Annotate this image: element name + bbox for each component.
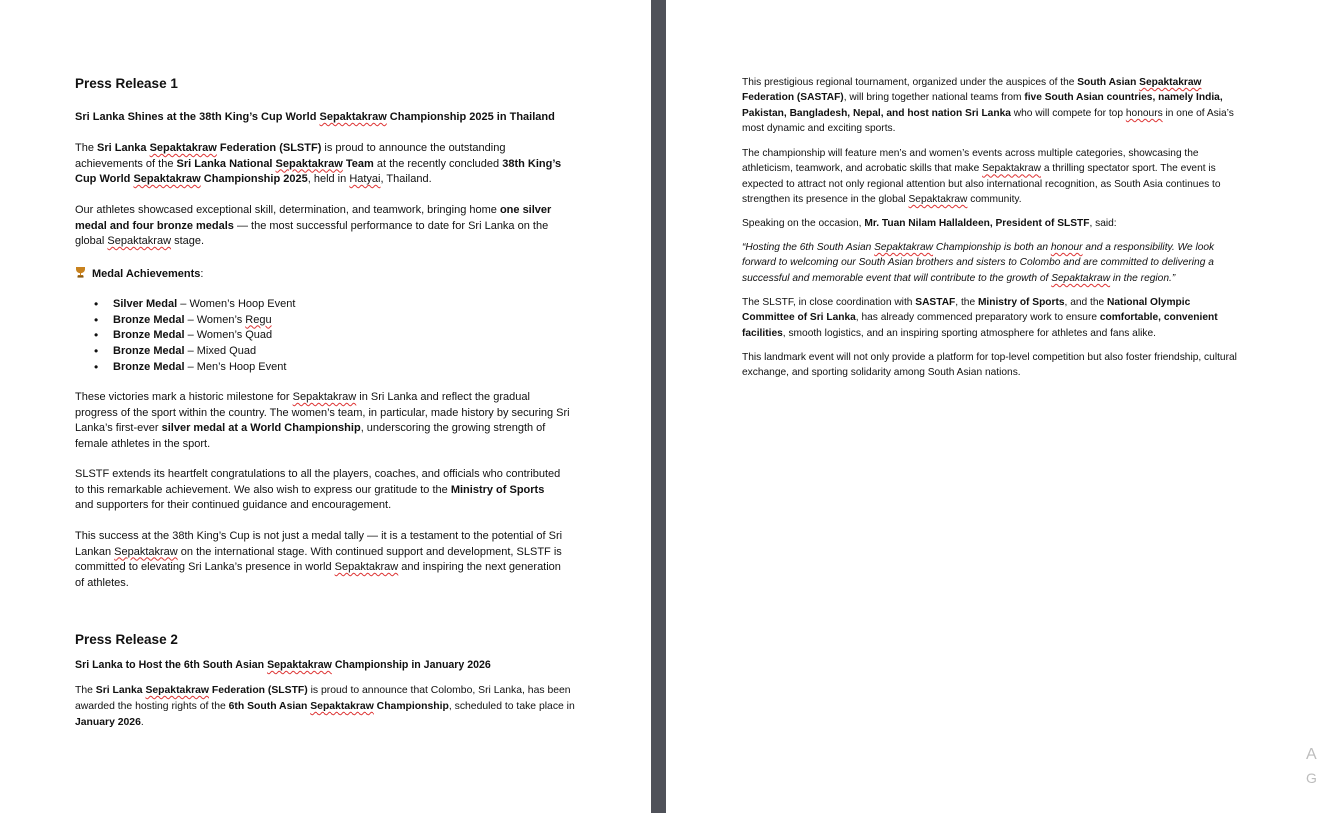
trophy-icon [75,266,86,278]
medal-list [75,297,573,376]
list-item: • Bronze Medal – Men’s Hoop Event [75,360,573,376]
president-quote: “Hosting the 6th South Asian Sepaktakraw Championship is both an honour and a responsibility. We look forward to welcoming our South Asian brothers and sisters to Colombo and are committed to delivering a successful and memorable event that will contribute to the growth of Sepaktakraw in the region.” [742,242,1215,284]
right-paragraph-5: The SLSTF, in close coordination with SASTAF, the Ministry of Sports, and the National Olympic Committee of Sri Lanka, has already commenced preparatory work to ensure comfortable, convenient facilities, smooth logistics, and an inspiring sporting atmosphere for athletes and fans alike. [742,297,1218,339]
right-paragraph-6: This landmark event will not only provide a platform for top-level competition but also foster friendship, cultural exchange, and sporting solidarity among South Asian nations. [742,352,1237,379]
pr1-paragraph-5: This success at the 38th King’s Cup is not just a medal tally — it is a testament to the potential of Sri Lankan Sepaktakraw on the international stage. With continued support and development, SLSTF is committed to elevating Sri Lanka’s presence in world Sepaktakraw and inspiring the next generation of athletes. [75,530,563,589]
pr1-paragraph-3: These victories mark a historic milestone for Sepaktakraw in Sri Lanka and reflect the gradual progress of the sport within the country. The women’s team, in particular, made history by securing Sri Lanka’s first-ever silver medal at a World Championship, underscoring the growing strength of female athletes in the sport. [75,391,570,450]
pr1-paragraph-2: Our athletes showcased exceptional skill, determination, and teamwork, bringing home one silver medal and four bronze medals — the most successful performance to date for Sri Lanka on the global Sepaktakraw stage. [75,204,552,248]
document-page-left [0,0,651,813]
list-item: • Silver Medal – Women’s Hoop Event [75,297,573,313]
right-paragraph-3: Speaking on the occasion, Mr. Tuan Nilam Hallaldeen, President of SLSTF, said: [742,218,1117,229]
press-release-2-title: Sri Lanka to Host the 6th South Asian Sepaktakraw Championship in January 2026 [75,659,491,671]
list-item: • Bronze Medal – Mixed Quad [75,344,573,360]
list-item: • Bronze Medal – Women’s Regu [75,313,573,329]
press-release-1-title: Sri Lanka Shines at the 38th King’s Cup World Sepaktakraw Championship 2025 in Thailand [75,111,555,123]
page-divider [651,0,666,813]
corner-fragment-top: A [1306,746,1317,763]
corner-fragment-bottom: G [1306,770,1317,786]
pr1-paragraph-1: The Sri Lanka Sepaktakraw Federation (SLSTF) is proud to announce the outstanding achievements of the Sri Lanka National Sepaktakraw Team at the recently concluded 38th King’s Cup World Sepaktakraw Championship 2025, held in Hatyai, Thailand. [75,142,562,186]
document-page-right [666,0,1315,813]
press-release-1-heading: Press Release 1 [75,76,178,91]
pr1-paragraph-4: SLSTF extends its heartfelt congratulations to all the players, coaches, and officials who contributed to this remarkable achievement. We also wish to express our gratitude to the Ministry of Sports and supporters for their continued guidance and encouragement. [75,468,561,512]
right-paragraph-1: This prestigious regional tournament, organized under the auspices of the South Asian Sepaktakraw Federation (SASTAF), will bring together national teams from five South Asian countries, namely India, Pakistan, Bangladesh, Nepal, and host nation Sri Lanka who will compete for top honours in one of Asia’s most dynamic and exciting sports. [742,77,1234,135]
pr2-paragraph-1: The Sri Lanka Sepaktakraw Federation (SLSTF) is proud to announce that Colombo, Sri Lanka, has been awarded the hosting rights of the 6th South Asian Sepaktakraw Championship, scheduled to take place in January 2026. [75,685,575,728]
press-release-2-heading: Press Release 2 [75,632,178,647]
medal-achievements-heading: Medal Achievements: [75,266,573,283]
list-item: • Bronze Medal – Women’s Quad [75,328,573,344]
right-paragraph-2: The championship will feature men’s and women’s events across multiple categories, showcasing the athleticism, teamwork, and acrobatic skills that make Sepaktakraw a thrilling spectator sport. The event is expected to attract not only regional attention but also international recognition, as South Asia continues to strengthen its presence in the global Sepaktakraw community. [742,148,1221,206]
